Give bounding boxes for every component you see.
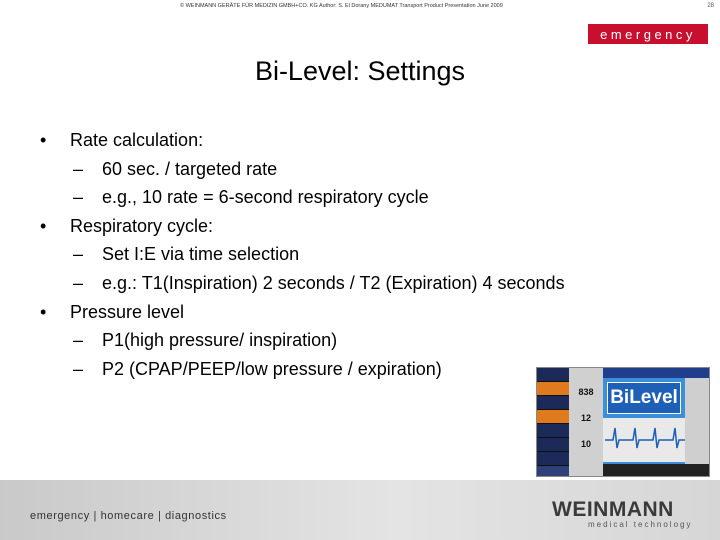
footer-bar bbox=[0, 480, 720, 540]
dash-mark: – bbox=[73, 244, 84, 265]
sub-bullet-text: Set I:E via time selection bbox=[102, 244, 300, 265]
sub-bullet-item bbox=[40, 326, 680, 355]
bullet-mark: • bbox=[40, 215, 47, 236]
device-display bbox=[603, 368, 709, 476]
sub-bullet-item bbox=[40, 269, 680, 298]
page-number: 28 bbox=[707, 3, 714, 9]
bullet-text: Respiratory cycle: bbox=[70, 215, 214, 236]
bullet-mark: • bbox=[40, 301, 47, 322]
dash-mark: – bbox=[73, 272, 84, 293]
sub-bullet-item bbox=[40, 240, 680, 269]
bullet-list bbox=[40, 126, 680, 383]
emergency-badge: emergency bbox=[588, 24, 708, 44]
sub-bullet-text: e.g.: T1(Inspiration) 2 seconds / T2 (Expiration) 4 seconds bbox=[102, 272, 565, 293]
bullet-text: Pressure level bbox=[70, 301, 185, 322]
bullet-mark: • bbox=[40, 130, 47, 150]
weinmann-logo: WEINMANN bbox=[552, 498, 674, 521]
dash-mark: – bbox=[73, 187, 84, 208]
device-side-panel bbox=[537, 368, 569, 476]
sub-bullet-text: e.g., 10 rate = 6-second respiratory cycle bbox=[102, 187, 429, 208]
device-value: 838 bbox=[578, 387, 594, 397]
dash-mark: – bbox=[73, 358, 84, 379]
bilevel-label: BiLevel bbox=[607, 382, 681, 414]
footer-tagline: emergency | homecare | diagnostics bbox=[30, 510, 227, 522]
dash-mark: – bbox=[73, 330, 84, 351]
copyright-header: © WEINMANN GERÄTE FÜR MEDIZIN GMBH+CO. KG Author: S. El Dorany MEDUMAT Transport Product Presentation June 2009 bbox=[180, 3, 503, 9]
bullet-item bbox=[40, 212, 680, 241]
bullet-item bbox=[40, 126, 680, 155]
sub-bullet-text: P1(high pressure/ inspiration) bbox=[102, 330, 338, 351]
sub-bullet-item bbox=[40, 155, 680, 184]
bullet-text: Rate calculation: bbox=[70, 130, 204, 150]
dash-mark: – bbox=[73, 158, 84, 179]
sub-bullet-text: 60 sec. / targeted rate bbox=[102, 158, 278, 179]
weinmann-logo-subtitle: medical technology bbox=[588, 520, 693, 529]
bullet-item bbox=[40, 298, 680, 327]
device-value: 12 bbox=[580, 413, 591, 423]
sub-bullet-text: P2 (CPAP/PEEP/low pressure / expiration) bbox=[102, 358, 442, 379]
sub-bullet-item bbox=[40, 183, 680, 212]
device-value-column bbox=[569, 368, 603, 476]
ventilator-screen-photo bbox=[536, 367, 710, 477]
device-value: 10 bbox=[580, 439, 591, 449]
slide-title: Bi-Level: Settings bbox=[254, 56, 466, 86]
